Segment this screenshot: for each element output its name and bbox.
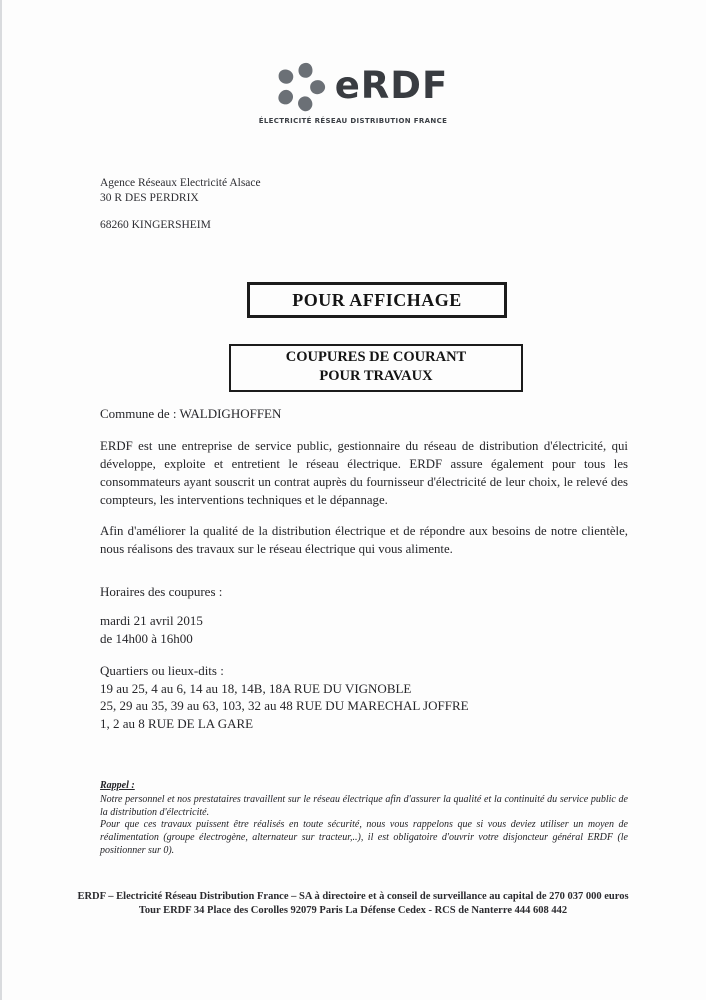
location-line: 1, 2 au 8 RUE DE LA GARE [100, 715, 254, 731]
intro-paragraph: ERDF est une entreprise de service public, gestionnaire du réseau de distribution d'électricité, qui développe, exploite et entretient le réseau électrique. ERDF assure également pour tous les consommateurs ayant souscrit un contrat auprès du fournisseur d'électricité de leur choix, le relevé des compteurs, les interventions techniques et le dépannage. [100, 439, 628, 507]
sender-agency: Agence Réseaux Electricité Alsace [100, 177, 261, 189]
legal-footer [0, 890, 706, 917]
sender-city: 68260 KINGERSHEIM [100, 219, 211, 231]
subject-box [229, 344, 523, 392]
location-line: 19 au 25, 4 au 6, 14 au 18, 14B, 18A RUE DU VIGNOBLE [100, 680, 412, 696]
commune-line: Commune de : WALDIGHOFFEN [100, 406, 282, 421]
erdf-pinwheel-icon [272, 58, 328, 116]
rappel-paragraph-2: Pour que ces travaux puissent être réalisés en toute sécurité, nous vous rappelons que si vous deviez utiliser un moyen de réalimentation (groupe électrogène, alternateur sur tracteur,..), il est obligatoire d'ouvrir votre disjoncteur général ERDF (le positionner sur 0). [100, 819, 628, 856]
banner-title: POUR AFFICHAGE [292, 289, 462, 310]
subject-line-1: COUPURES DE COURANT [285, 349, 467, 365]
pour-affichage-banner [247, 282, 507, 318]
footer-line-2: Tour ERDF 34 Place des Corolles 92079 Paris La Défense Cedex - RCS de Nanterre 444 608 442 [138, 904, 568, 916]
locations-block [100, 662, 469, 732]
schedule-time: de 14h00 à 16h00 [100, 630, 193, 646]
rappel-paragraph-1: Notre personnel et nos prestataires travaillent sur le réseau électrique afin d'assurer la qualité et la continuité du service public de la distribution d'électricité. [100, 793, 628, 818]
erdf-wordmark: eRDF [334, 63, 449, 107]
sender-street: 30 R DES PERDRIX [100, 192, 199, 204]
erdf-tagline: ÉLECTRICITÉ RÉSEAU DISTRIBUTION FRANCE [258, 117, 448, 125]
subject-line-2: POUR TRAVAUX [319, 368, 433, 384]
footer-line-1: ERDF – Electricité Réseau Distribution France – SA à directoire et à conseil de surveillance au capital de 270 037 000 euros [77, 891, 629, 902]
erdf-logo [0, 58, 706, 125]
sender-address-block [100, 176, 261, 233]
works-paragraph: Afin d'améliorer la qualité de la distribution électrique et de répondre aux besoins de notre clientèle, nous réalisons des travaux sur le réseau électrique qui vous alimente. [100, 524, 628, 556]
schedule-date: mardi 21 avril 2015 [100, 613, 203, 628]
location-line: 25, 29 au 35, 39 au 63, 103, 32 au 48 RUE DU MARECHAL JOFFRE [100, 698, 469, 713]
rappel-label: Rappel : [100, 780, 135, 791]
schedule-block [100, 612, 203, 647]
rappel-block [100, 780, 628, 858]
locations-label: Quartiers ou lieux-dits : [100, 663, 224, 678]
scan-edge-artifact [0, 0, 2, 1000]
schedule-label: Horaires des coupures : [100, 584, 223, 599]
